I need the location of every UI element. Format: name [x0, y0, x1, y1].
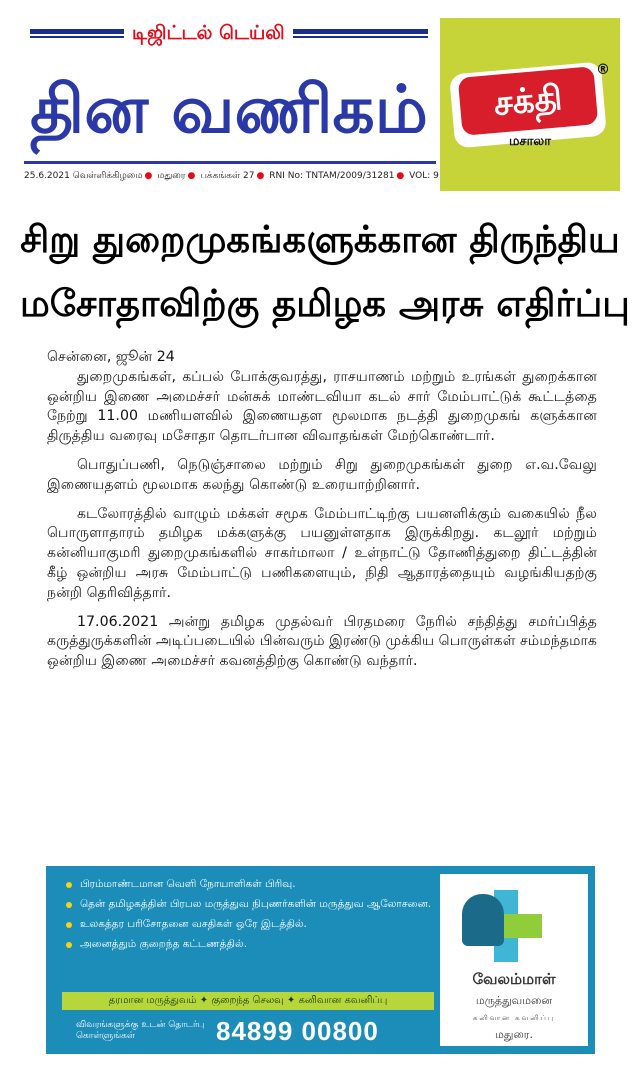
hospital-ad: [46, 866, 595, 1054]
sakthi-product-label: மசாலா: [508, 134, 552, 149]
sakthi-logo: சக்தி: [458, 66, 599, 136]
issue-city: மதுரை: [157, 171, 186, 181]
sakthi-masala-ad: [440, 18, 620, 191]
issue-day: வெள்ளிக்கிழமை: [72, 171, 143, 181]
article-headline: [20, 208, 630, 348]
hospital-subtitle: மருத்துவமனை: [475, 994, 553, 1007]
masthead: [0, 0, 640, 192]
article-paragraph: கடலோரத்தில் வாழும் மக்கள் சமூக மேம்பாட்டிற்கு பயனளிக்கும் வகையில் நீல பொருளாதாரம் தமிழக மக்களுக்கு பயனுள்ளதாக இருக்கிறது. கடலூர் மற்றும் கன்னியாகுமரி துறைமுகங்களில் சாகர்மாலா / உள்நாட்டு தோணித்துறை திட்டத்தின் கீழ் ஒன்றிய அரசு மேம்பாட்டு பணிகளையும், நிதி ஆதாரத்தையும் வழங்கியதற்கு நன்றி தெரிவித்தார்.: [47, 505, 597, 601]
headline-line-2: மசோதாவிற்கு தமிழக அரசு எதிர்ப்பு: [20, 282, 630, 325]
masthead-rule: [24, 161, 436, 164]
article-paragraph: பொதுப்பணி, நெடுஞ்சாலை மற்றும் சிறு துறைமுகங்கள் துறை எ.வ.வேலு இணையதளம் மூலமாக கலந்து கொண்டு உரையாற்றினார்.: [47, 456, 597, 493]
hospital-name: வேலம்மாள்: [472, 970, 556, 988]
hospital-city: மதுரை.: [495, 1028, 533, 1041]
issue-rni: RNI No: TNTAM/2009/31281: [269, 171, 395, 181]
article-paragraph: 17.06.2021 அன்று தமிழக முதல்வர் பிரதமரை நேரில் சந்தித்து சமர்ப்பித்த கருத்துருக்களின் அடிப்படையில் பின்வரும் இரண்டு முக்கிய பொருள்கள் சம்மந்தமாக ஒன்றிய இணை அமைச்சர் கவனத்திற்கு கொண்டு வந்தார்.: [47, 613, 597, 670]
issue-date: 25.6.2021: [24, 171, 70, 181]
ad-feature-item: பிரம்மாண்டமான வெளி நோயாளிகள் பிரிவு.: [64, 876, 436, 893]
issue-volume: VOL: 9: [409, 171, 439, 181]
masthead-tagline: டிஜிட்டல் டெய்லி: [124, 22, 293, 44]
article-paragraph: துறைமுகங்கள், கப்பல் போக்குவரத்து, ராசயாணம் மற்றும் உரங்கள் துறைக்கான ஒன்றிய இணை அமைச்சர் மன்சுக் மாண்டவியா கடல் சார் மேம்பாட்டுக் கூட்டத்தை நேற்று 11.00 மணியளவில் இணையதள மூலமாக நடத்தி துறைமுகங் களுக்கான திருத்திய வரைவு மசோதா தொடர்பான விவாதங்கள் மேற்கொண்டார்.: [47, 368, 597, 445]
ad-phone-number[interactable]: 84899 00800: [216, 1016, 379, 1046]
article-dateline: சென்னை, ஜூன் 24: [47, 349, 175, 365]
newspaper-name: தின வணிகம்: [30, 71, 428, 148]
hospital-tagline: கனிவான கவனிப்பு: [472, 1014, 556, 1022]
ad-feature-list: [64, 876, 436, 956]
issue-pages: பக்கங்கள் 27: [200, 171, 255, 181]
article-body: [47, 348, 597, 681]
ad-feature-item: தென் தமிழகத்தின் பிரபல மருத்துவ நிபுணர்களின் மருத்துவ ஆலோசனை.: [64, 896, 436, 913]
ad-feature-item: உலகத்தர பரிசோதனை வசதிகள் ஒரே இடத்தில்.: [64, 916, 436, 933]
founder-portrait-icon: [462, 894, 504, 946]
ad-feature-item: அனைத்தும் குறைந்த கட்டணத்தில்.: [64, 936, 436, 953]
headline-line-1: சிறு துறைமுகங்களுக்கான திருந்திய: [20, 218, 620, 261]
masthead-info-line: 25.6.2021 வெள்ளிக்கிழமை ● மதுரை ● பக்கங்கள் 27 ● RNI No: TNTAM/2009/31281 ● VOL: 9: [24, 168, 436, 184]
ad-slogan-bar: தரமான மருத்துவம் ✦ குறைந்த செலவு ✦ கனிவான கவனிப்பு: [62, 992, 434, 1010]
hospital-brand-panel: [440, 874, 588, 1046]
ad-contact-label: விவரங்களுக்கு உடன் தொடர்பு கொள்ளுங்கள்: [76, 1020, 205, 1041]
registered-mark: ®: [596, 62, 610, 78]
